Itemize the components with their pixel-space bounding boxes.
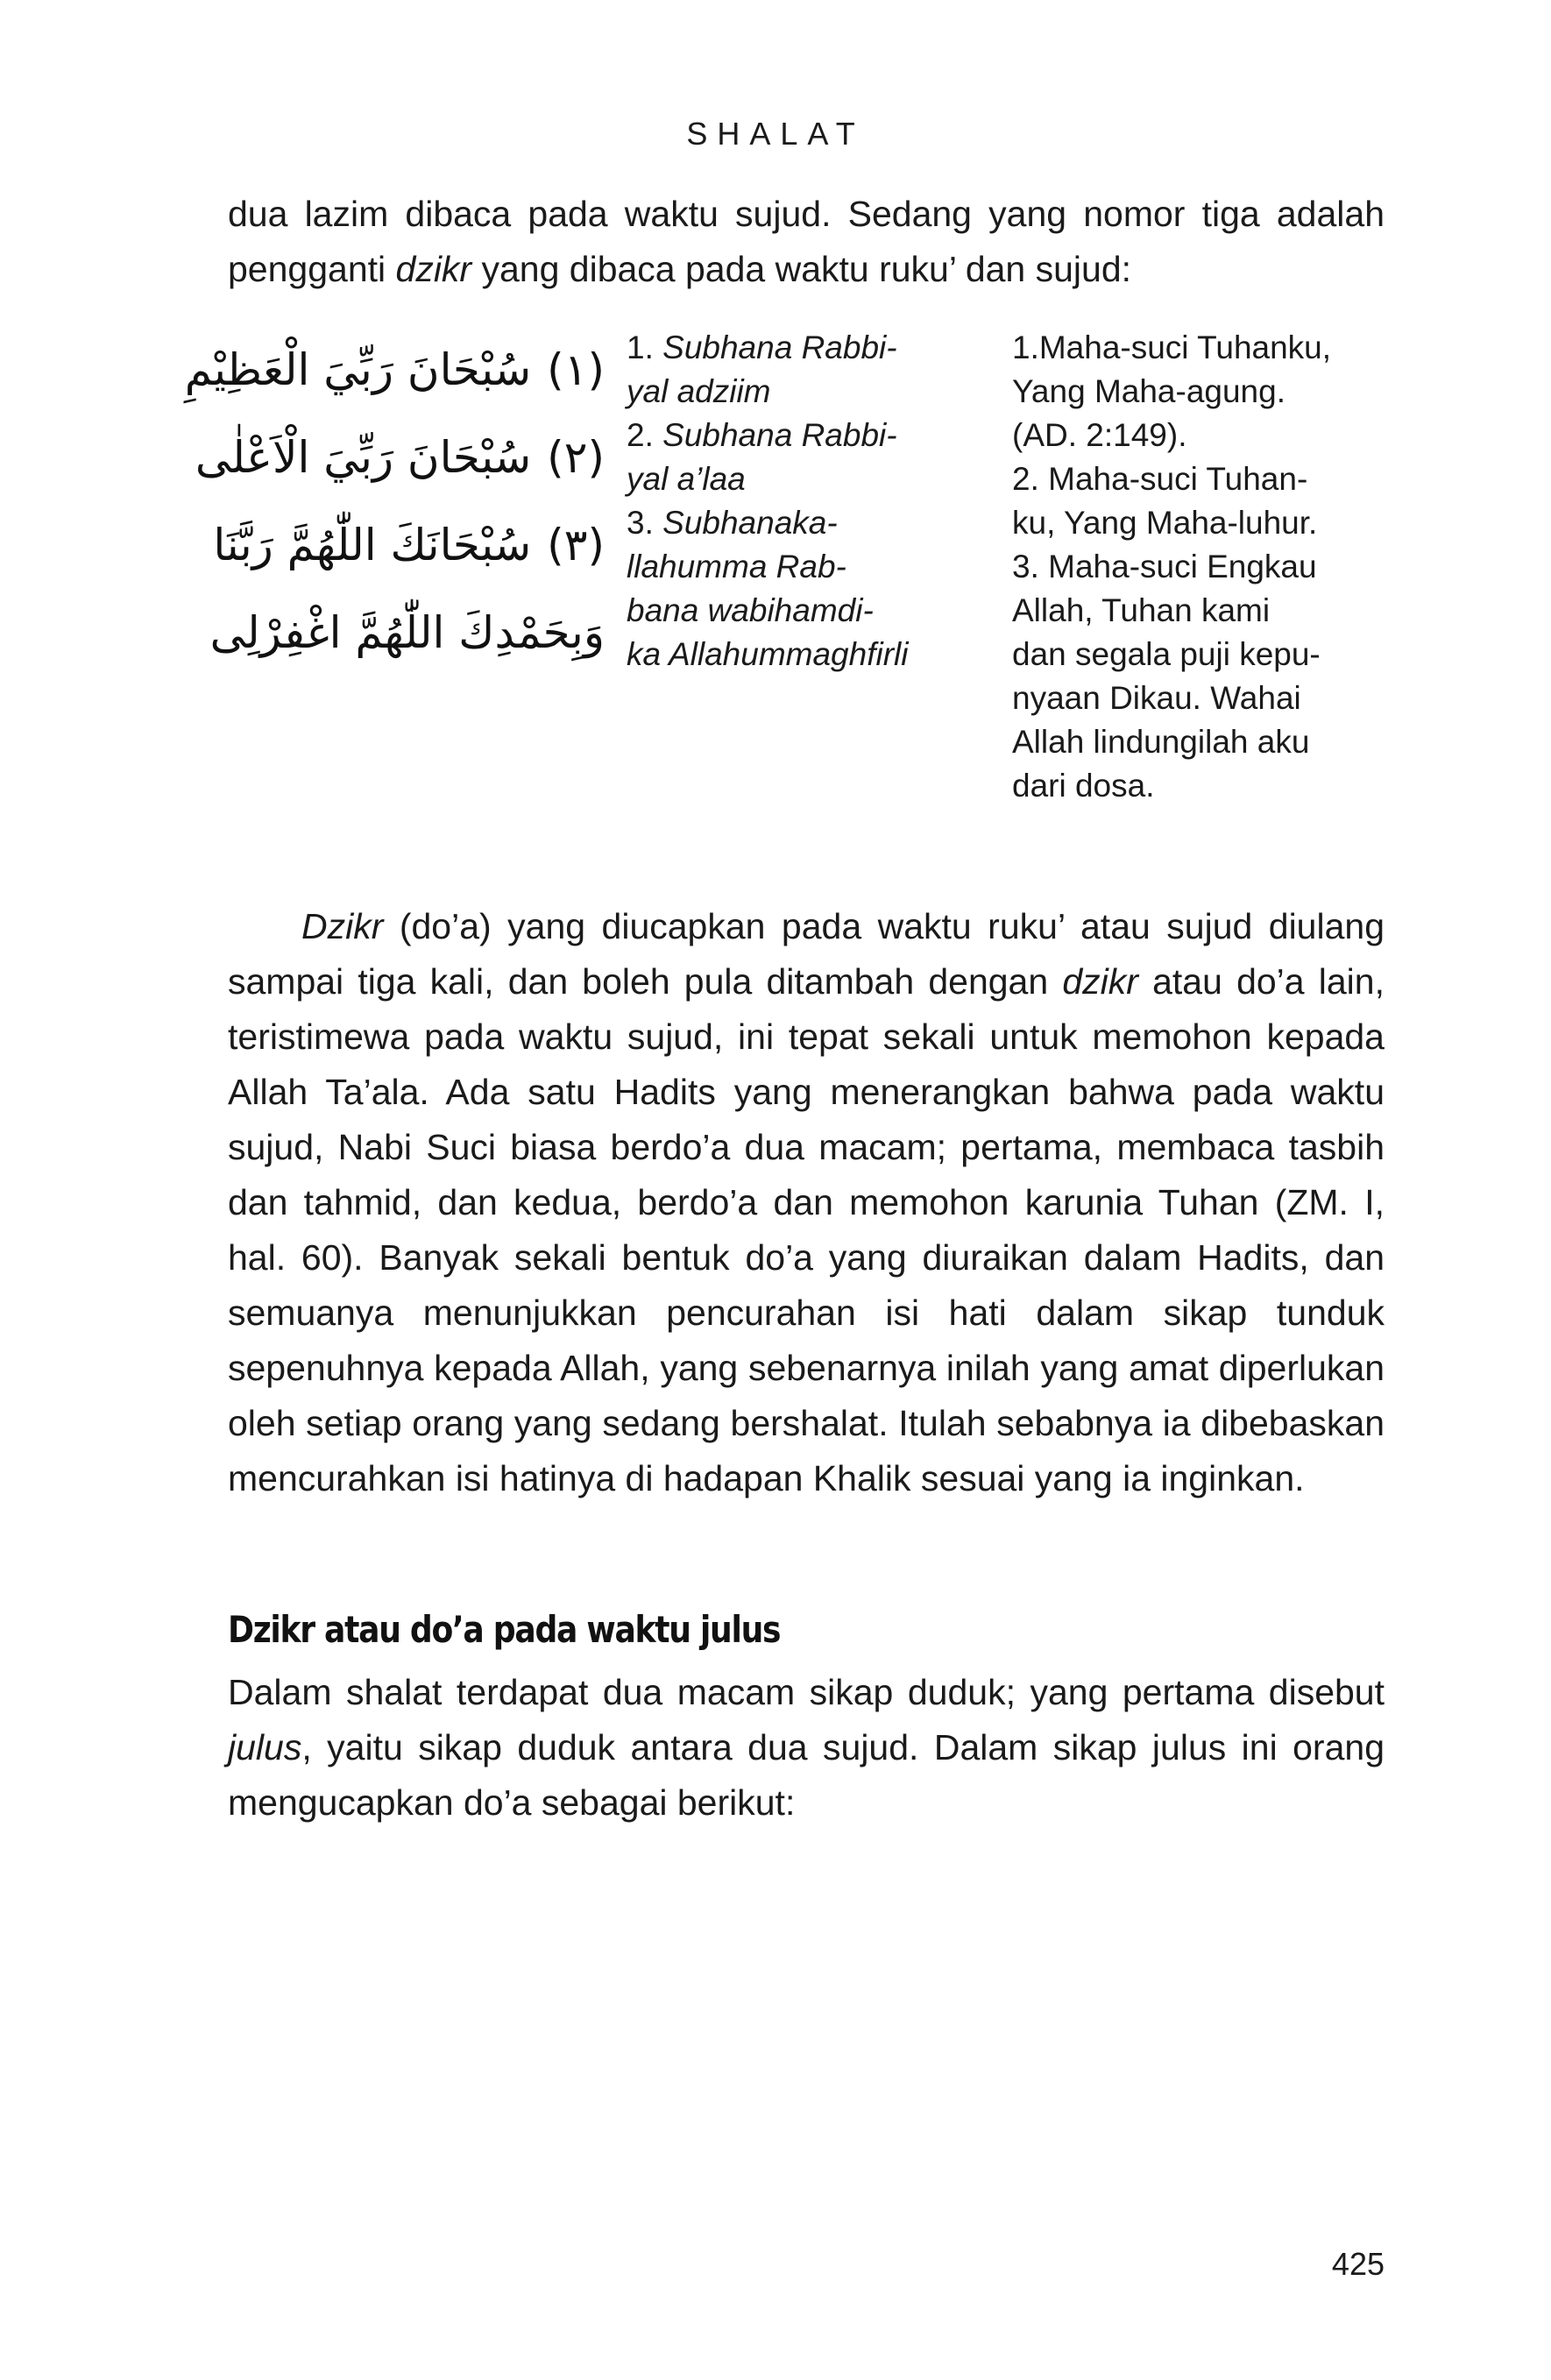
transliteration-column bbox=[627, 326, 973, 676]
meaning-line: 2. Maha-suci Tuhan- bbox=[1012, 461, 1308, 497]
main-text-2: atau do’a lain, teristimewa pada waktu sujud, ini tepat sekali untuk memohon kepada Allah Ta’ala. Ada satu Hadits yang menerangkan bahwa pada waktu sujud, Nabi Suci biasa berdo’a dua macam; pertama, membaca tasbih dan tahmid, dan kedua, berdo’a dan memohon karunia Tuhan (ZM. I, hal. 60). Banyak sekali bentuk do’a yang diuraikan dalam Hadits, dan semuanya menunjukkan pencurahan isi hati dalam sikap tunduk sepenuhnya kepada Allah, yang sebenarnya inilah yang amat diperlukan oleh setiap orang yang sedang bershalat. Itulah sebabnya ia dibebaskan mencurahkan isi hatinya di hadapan Khalik sesuai yang ia inginkan. bbox=[228, 961, 1385, 1498]
transliteration-line bbox=[627, 589, 973, 633]
transliteration-line bbox=[627, 501, 973, 545]
meaning-column bbox=[1012, 326, 1385, 808]
transliteration-text: ka Allahummaghfirli bbox=[627, 636, 909, 672]
arabic-text: وَبِحَمْدِكَ اللّٰهُمَّ اغْفِرْلِى bbox=[209, 607, 605, 658]
arabic-line bbox=[184, 326, 605, 414]
transliteration-line bbox=[627, 414, 973, 457]
arabic-text: سُبْحَانَ رَبِّيَ الْعَظِيْمِ bbox=[184, 344, 532, 395]
arabic-number: (٢) bbox=[547, 432, 605, 483]
intro-paragraph bbox=[228, 187, 1385, 297]
transliteration-text: Subhana Rabbi- bbox=[662, 417, 897, 453]
arabic-number: (٣) bbox=[547, 520, 605, 570]
meaning-line: nyaan Dikau. Wahai bbox=[1012, 680, 1301, 716]
main-emphasis-mid: dzikr bbox=[1062, 961, 1138, 1002]
transliteration-line bbox=[627, 633, 973, 676]
arabic-line bbox=[209, 589, 605, 676]
transliteration-text: Subhanaka- bbox=[662, 505, 838, 541]
arabic-text: سُبْحَانَ رَبِّيَ الْاَعْلٰى bbox=[195, 432, 532, 483]
meaning-line: (AD. 2:149). bbox=[1012, 417, 1187, 453]
main-emphasis-start: Dzikr bbox=[301, 906, 384, 946]
prayer-table bbox=[184, 326, 1385, 817]
arabic-number: (١) bbox=[547, 344, 605, 395]
julus-paragraph bbox=[228, 1665, 1385, 1831]
running-header: SHALAT bbox=[686, 116, 865, 152]
arabic-text: سُبْحَانَكَ اللّٰهُمَّ رَبَّنَا bbox=[213, 520, 532, 570]
meaning-line: 1.Maha-suci Tuhanku, bbox=[1012, 329, 1332, 365]
transliteration-text: Subhana Rabbi- bbox=[662, 329, 897, 365]
intro-emphasis: dzikr bbox=[395, 249, 472, 289]
transliteration-number: 3. bbox=[627, 505, 663, 541]
meaning-line: ku, Yang Maha-luhur. bbox=[1012, 505, 1318, 541]
arabic-line bbox=[195, 414, 605, 501]
transliteration-number: 2. bbox=[627, 417, 663, 453]
meaning-line: dari dosa. bbox=[1012, 768, 1155, 804]
meaning-line: Allah lindungilah aku bbox=[1012, 724, 1310, 760]
transliteration-line bbox=[627, 370, 973, 414]
meaning-line: dan segala puji kepu- bbox=[1012, 636, 1321, 672]
intro-text-end: yang dibaca pada waktu ruku’ dan sujud: bbox=[471, 249, 1132, 289]
transliteration-text: yal a’laa bbox=[627, 461, 746, 497]
transliteration-line bbox=[627, 326, 973, 370]
main-text-1: (do’a) yang diucapkan pada waktu ruku’ atau sujud diulang sampai tiga kali, dan boleh pula ditambah dengan bbox=[228, 906, 1385, 1002]
transliteration-text: llahumma Rab- bbox=[627, 549, 846, 584]
meaning-line: Allah, Tuhan kami bbox=[1012, 592, 1271, 628]
meaning-line: 3. Maha-suci Engkau bbox=[1012, 549, 1317, 584]
transliteration-text: yal adziim bbox=[627, 373, 771, 409]
julus-text-2: , yaitu sikap duduk antara dua sujud. Dalam sikap julus ini orang mengucapkan do’a sebagai berikut: bbox=[228, 1727, 1385, 1823]
transliteration-line bbox=[627, 545, 973, 589]
transliteration-number: 1. bbox=[627, 329, 663, 365]
julus-emphasis: julus bbox=[228, 1727, 302, 1767]
transliteration-line bbox=[627, 457, 973, 501]
page-number: 425 bbox=[1331, 2246, 1385, 2282]
section-heading: Dzikr atau do’a pada waktu julus bbox=[228, 1608, 781, 1651]
main-paragraph bbox=[228, 899, 1385, 1506]
transliteration-text: bana wabihamdi- bbox=[627, 592, 874, 628]
arabic-line bbox=[213, 501, 605, 589]
meaning-line: Yang Maha-agung. bbox=[1012, 373, 1285, 409]
intro-text: dua lazim dibaca pada waktu sujud. Sedang yang nomor tiga adalah pengganti bbox=[228, 194, 1385, 289]
arabic-column bbox=[184, 326, 605, 676]
julus-text-1: Dalam shalat terdapat dua macam sikap duduk; yang pertama disebut bbox=[228, 1672, 1385, 1712]
